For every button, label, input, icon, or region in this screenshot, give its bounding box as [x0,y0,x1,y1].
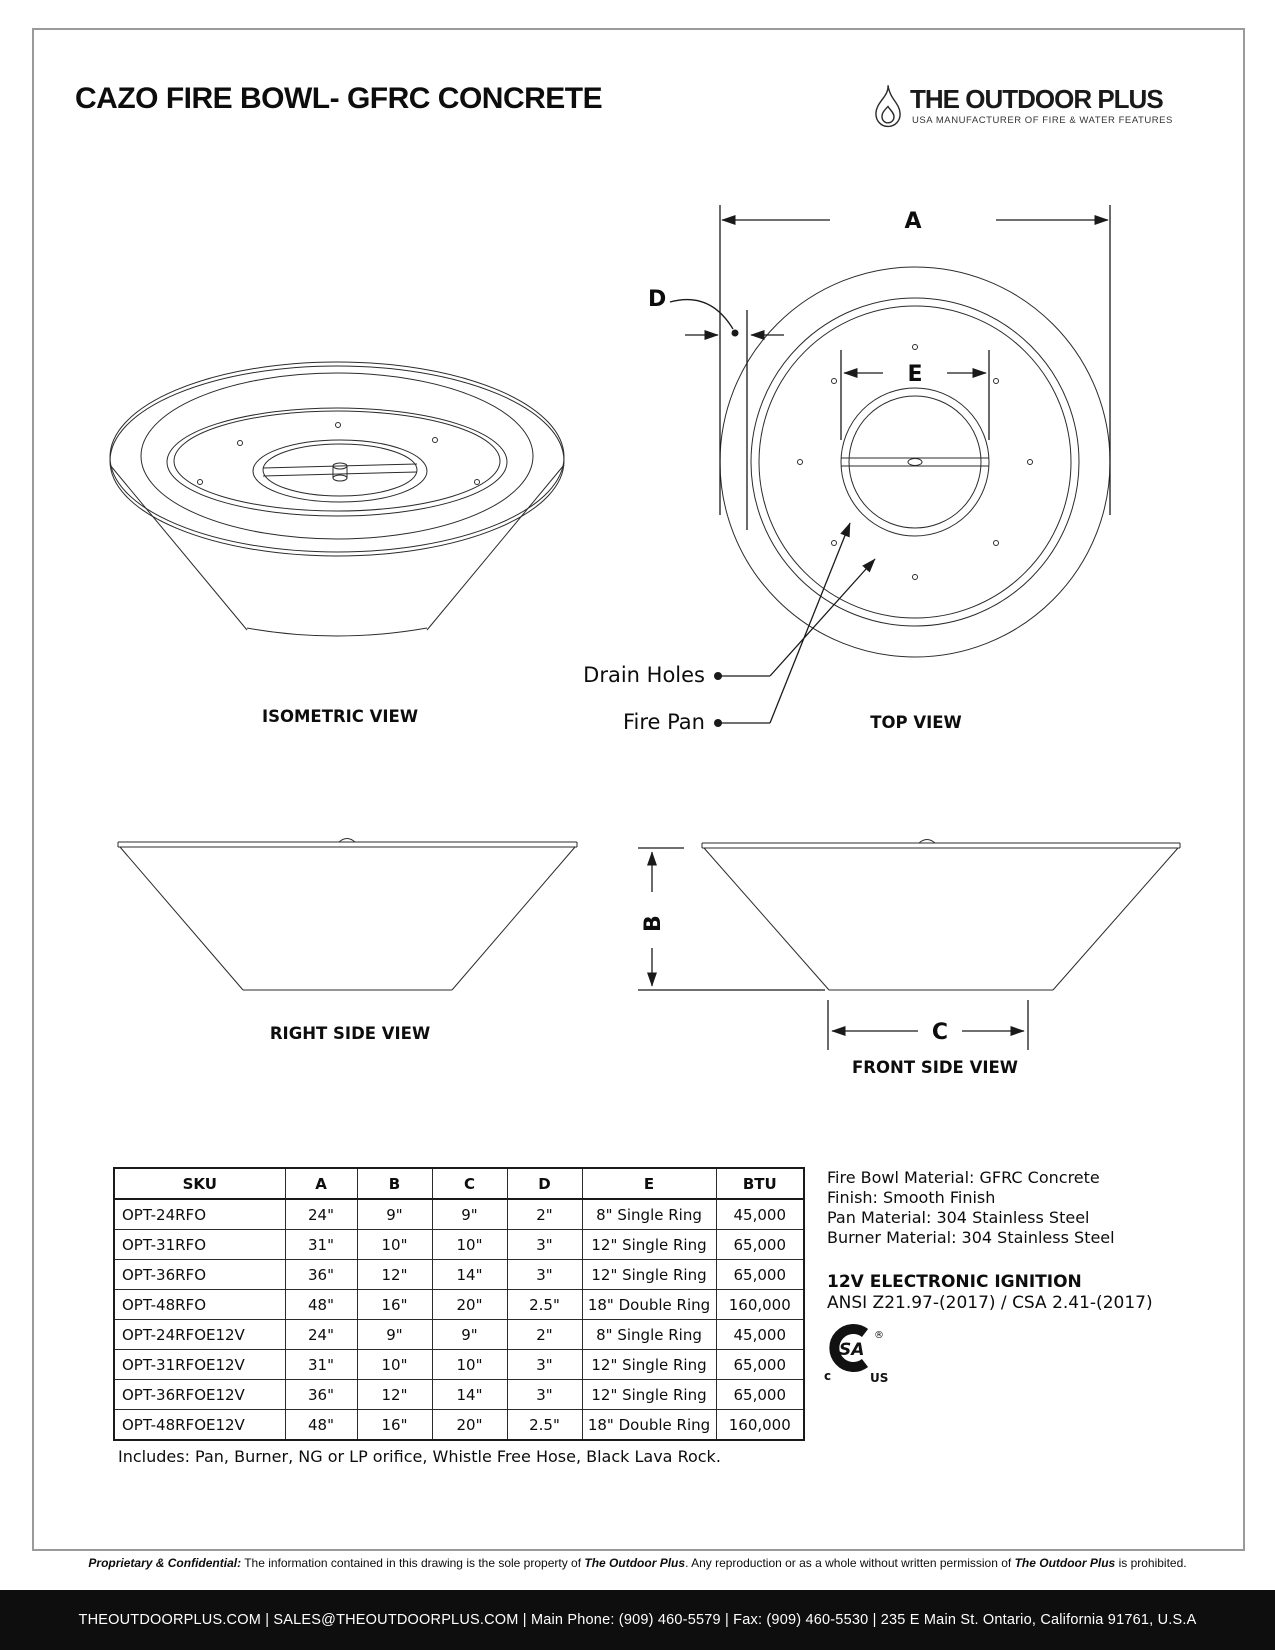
spec-line: Fire Bowl Material: GFRC Concrete [827,1168,1100,1187]
drain-hole [913,345,918,350]
drain-hole [994,541,999,546]
legal-part: . Any reproduction or as a whole without written permission of [685,1556,1015,1570]
table-cell-c: 9" [432,1320,507,1350]
csa-c: c [824,1369,832,1383]
csa-certification-mark [822,1322,902,1386]
table-cell-b: 16" [357,1410,432,1441]
col-header-btu: BTU [716,1168,804,1199]
csa-letters: SA [839,1340,865,1360]
registered-symbol: ® [874,1330,884,1341]
legal-part: The Outdoor Plus [1014,1556,1116,1570]
col-header-a: A [285,1168,357,1199]
footer-bar [0,1590,1275,1650]
table-cell-btu: 45,000 [716,1199,804,1230]
table-cell-btu: 65,000 [716,1350,804,1380]
logo-name: THE OUTDOOR PLUS [910,84,1163,114]
drain-hole [994,379,999,384]
table-cell-d: 3" [507,1230,582,1260]
table-cell-a: 31" [285,1230,357,1260]
spec-line: Pan Material: 304 Stainless Steel [827,1208,1090,1227]
includes-note: Includes: Pan, Burner, NG or LP orifice, Whistle Free Hose, Black Lava Rock. [118,1447,721,1466]
fire-pan-callout: Fire Pan [622,710,705,734]
drain-holes-callout: Drain Holes [583,663,705,687]
table-row [114,1199,804,1230]
company-logo [868,84,1173,136]
csa-us: US [870,1371,889,1385]
table-cell-btu: 65,000 [716,1230,804,1260]
drain-hole [832,379,837,384]
drain-hole [832,541,837,546]
table-cell-a: 36" [285,1380,357,1410]
top-view-label: TOP VIEW [870,713,962,732]
flame-icon [868,84,908,136]
table-row [114,1230,804,1260]
dim-label-b: B [641,915,666,932]
table-row [114,1380,804,1410]
spec-line: Burner Material: 304 Stainless Steel [827,1228,1115,1247]
table-cell-btu: 65,000 [716,1260,804,1290]
table-cell-sku: OPT-31RFO [114,1230,285,1260]
table-cell-btu: 160,000 [716,1290,804,1320]
table-cell-b: 16" [357,1290,432,1320]
table-cell-e: 12" Single Ring [582,1380,716,1410]
isometric-view-drawing [95,350,575,650]
table-cell-a: 31" [285,1350,357,1380]
table-cell-e: 12" Single Ring [582,1230,716,1260]
table-row [114,1350,804,1380]
table-cell-e: 12" Single Ring [582,1260,716,1290]
table-cell-a: 48" [285,1290,357,1320]
table-cell-c: 20" [432,1410,507,1441]
table-cell-d: 2.5" [507,1410,582,1441]
proprietary-notice [36,1556,1239,1570]
right-side-view-drawing [100,800,600,1000]
table-cell-sku: OPT-24RFOE12V [114,1320,285,1350]
table-row [114,1290,804,1320]
isometric-view-label: ISOMETRIC VIEW [261,707,419,726]
col-header-sku: SKU [114,1168,285,1199]
table-cell-sku: OPT-36RFO [114,1260,285,1290]
drain-hole [198,480,203,485]
top-view-drawing [630,185,1140,745]
dim-label-d: D [648,287,667,312]
logo-tagline: USA MANUFACTURER OF FIRE & WATER FEATURES [912,115,1173,126]
drain-hole [336,423,341,428]
table-cell-c: 14" [432,1380,507,1410]
table-cell-btu: 65,000 [716,1380,804,1410]
table-cell-d: 3" [507,1380,582,1410]
table-cell-b: 12" [357,1380,432,1410]
drain-hole [475,480,480,485]
legal-part: The Outdoor Plus [584,1556,686,1570]
front-side-view-label: FRONT SIDE VIEW [852,1058,1018,1077]
table-cell-c: 9" [432,1199,507,1230]
table-header-row [114,1168,804,1199]
legal-part: The information contained in this drawing is the sole property of [241,1556,585,1570]
spec-table [113,1167,805,1441]
table-row [114,1260,804,1290]
table-cell-c: 10" [432,1230,507,1260]
table-cell-d: 2" [507,1320,582,1350]
table-cell-sku: OPT-48RFO [114,1290,285,1320]
drain-hole [798,460,803,465]
front-side-view-drawing [610,800,1210,1065]
dim-label-e: E [907,362,923,387]
table-cell-sku: OPT-31RFOE12V [114,1350,285,1380]
legal-part: is prohibited. [1115,1556,1187,1570]
table-cell-e: 12" Single Ring [582,1350,716,1380]
drain-hole [1028,460,1033,465]
spec-line: Finish: Smooth Finish [827,1188,996,1207]
col-header-d: D [507,1168,582,1199]
material-specs [827,1168,1115,1248]
table-cell-a: 36" [285,1260,357,1290]
table-cell-d: 2.5" [507,1290,582,1320]
table-cell-c: 20" [432,1290,507,1320]
table-cell-c: 10" [432,1350,507,1380]
dim-label-a: A [904,209,922,234]
table-cell-btu: 45,000 [716,1320,804,1350]
dim-label-c: C [931,1020,949,1045]
table-cell-c: 14" [432,1260,507,1290]
table-cell-sku: OPT-24RFO [114,1199,285,1230]
table-cell-b: 12" [357,1260,432,1290]
table-cell-e: 18" Double Ring [582,1290,716,1320]
col-header-c: C [432,1168,507,1199]
table-cell-e: 18" Double Ring [582,1410,716,1441]
col-header-b: B [357,1168,432,1199]
drain-hole [913,575,918,580]
table-cell-b: 9" [357,1320,432,1350]
col-header-e: E [582,1168,716,1199]
table-cell-a: 24" [285,1320,357,1350]
table-cell-a: 24" [285,1199,357,1230]
table-cell-d: 2" [507,1199,582,1230]
right-side-view-label: RIGHT SIDE VIEW [269,1024,431,1043]
page-title: CAZO FIRE BOWL- GFRC CONCRETE [75,82,603,115]
ignition-title: 12V ELECTRONIC IGNITION [827,1272,1082,1292]
table-cell-a: 48" [285,1410,357,1441]
table-cell-sku: OPT-36RFOE12V [114,1380,285,1410]
table-row [114,1320,804,1350]
table-cell-e: 8" Single Ring [582,1320,716,1350]
footer-contact-info: THEOUTDOORPLUS.COM | SALES@THEOUTDOORPLUS.COM | Main Phone: (909) 460-5579 | Fax: (909) 460-5530 | 235 E Main St. Ontario, California 91761, U.S.A [78,1612,1197,1628]
ignition-standard: ANSI Z21.97-(2017) / CSA 2.41-(2017) [827,1293,1153,1313]
table-cell-btu: 160,000 [716,1410,804,1441]
table-row [114,1410,804,1441]
table-cell-d: 3" [507,1350,582,1380]
table-cell-e: 8" Single Ring [582,1199,716,1230]
drain-hole [238,441,243,446]
table-cell-sku: OPT-48RFOE12V [114,1410,285,1441]
drain-hole [433,438,438,443]
table-cell-d: 3" [507,1260,582,1290]
table-cell-b: 10" [357,1350,432,1380]
legal-part: Proprietary & Confidential: [88,1556,242,1570]
table-cell-b: 10" [357,1230,432,1260]
table-cell-b: 9" [357,1199,432,1230]
